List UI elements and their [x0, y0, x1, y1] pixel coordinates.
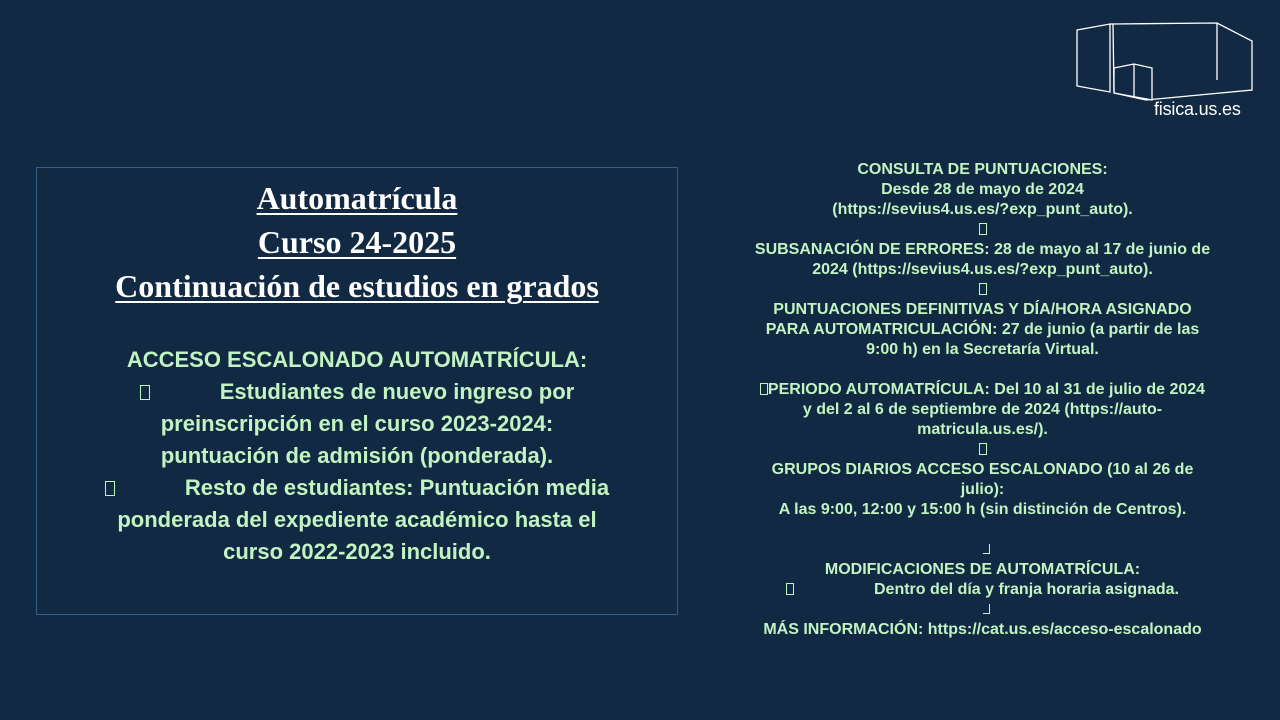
access-heading: ACCESO ESCALONADO AUTOMATRÍCULA:	[126, 347, 588, 372]
bullet-icon	[105, 481, 115, 496]
bullet1-line3: puntuación de admisión (ponderada).	[160, 443, 554, 468]
logo-text: fisica.us.es	[1154, 99, 1241, 119]
bullet1-line1: Estudiantes de nuevo ingreso por	[37, 376, 677, 408]
right-info-column	[710, 160, 1255, 640]
bullet2-line3: curso 2022-2023 incluido.	[223, 539, 491, 564]
bullet-icon	[979, 223, 987, 235]
mas-informacion: MÁS INFORMACIÓN: https://cat.us.es/acceso-escalonado	[763, 621, 1202, 638]
subsanacion-section: SUBSANACIÓN DE ERRORES: 28 de mayo al 17 de junio de 2024 (https://sevius4.us.es/?exp_punt_auto).	[710, 240, 1255, 300]
bullet-icon	[760, 383, 768, 395]
corner-mark-icon	[983, 544, 990, 554]
grupos-section: GRUPOS DIARIOS ACCESO ESCALONADO (10 al 26 de julio): A las 9:00, 12:00 y 15:00 h (sin distinción de Centros).	[710, 460, 1255, 560]
bullet-icon	[979, 283, 987, 295]
periodo-section: PERIODO AUTOMATRÍCULA: Del 10 al 31 de julio de 2024 y del 2 al 6 de septiembre de 2024 (https://auto- matricula.us.es/).	[710, 380, 1255, 460]
consulta-section: CONSULTA DE PUNTUACIONES: Desde 28 de mayo de 2024 (https://sevius4.us.es/?exp_punt_auto).	[710, 160, 1255, 240]
title-curso: Curso 24-2025	[257, 224, 457, 260]
building-logo-icon	[1072, 20, 1257, 102]
title-automatricula: Automatrícula	[256, 180, 458, 216]
title-block	[37, 176, 677, 308]
bullet2-line1: Resto de estudiantes: Puntuación media	[37, 472, 677, 504]
title-continuacion: Continuación de estudios en grados	[115, 268, 599, 304]
bullet2-line2: ponderada del expediente académico hasta el	[117, 507, 597, 532]
modificaciones-section: MODIFICACIONES DE AUTOMATRÍCULA: Dentro del día y franja horaria asignada.	[710, 560, 1255, 620]
corner-mark-icon	[983, 604, 990, 614]
fisica-logo	[1072, 20, 1257, 125]
definitivas-section: PUNTUACIONES DEFINITIVAS Y DÍA/HORA ASIGNADO PARA AUTOMATRICULACIÓN: 27 de junio (a partir de las 9:00 h) en la Secretaría Virtual.	[765, 301, 1200, 358]
bullet1-line2: preinscripción en el curso 2023-2024:	[160, 411, 554, 436]
bullet-icon	[979, 443, 987, 455]
bullet-icon	[786, 583, 794, 595]
left-info-box	[36, 167, 678, 615]
bullet-icon	[140, 385, 150, 400]
